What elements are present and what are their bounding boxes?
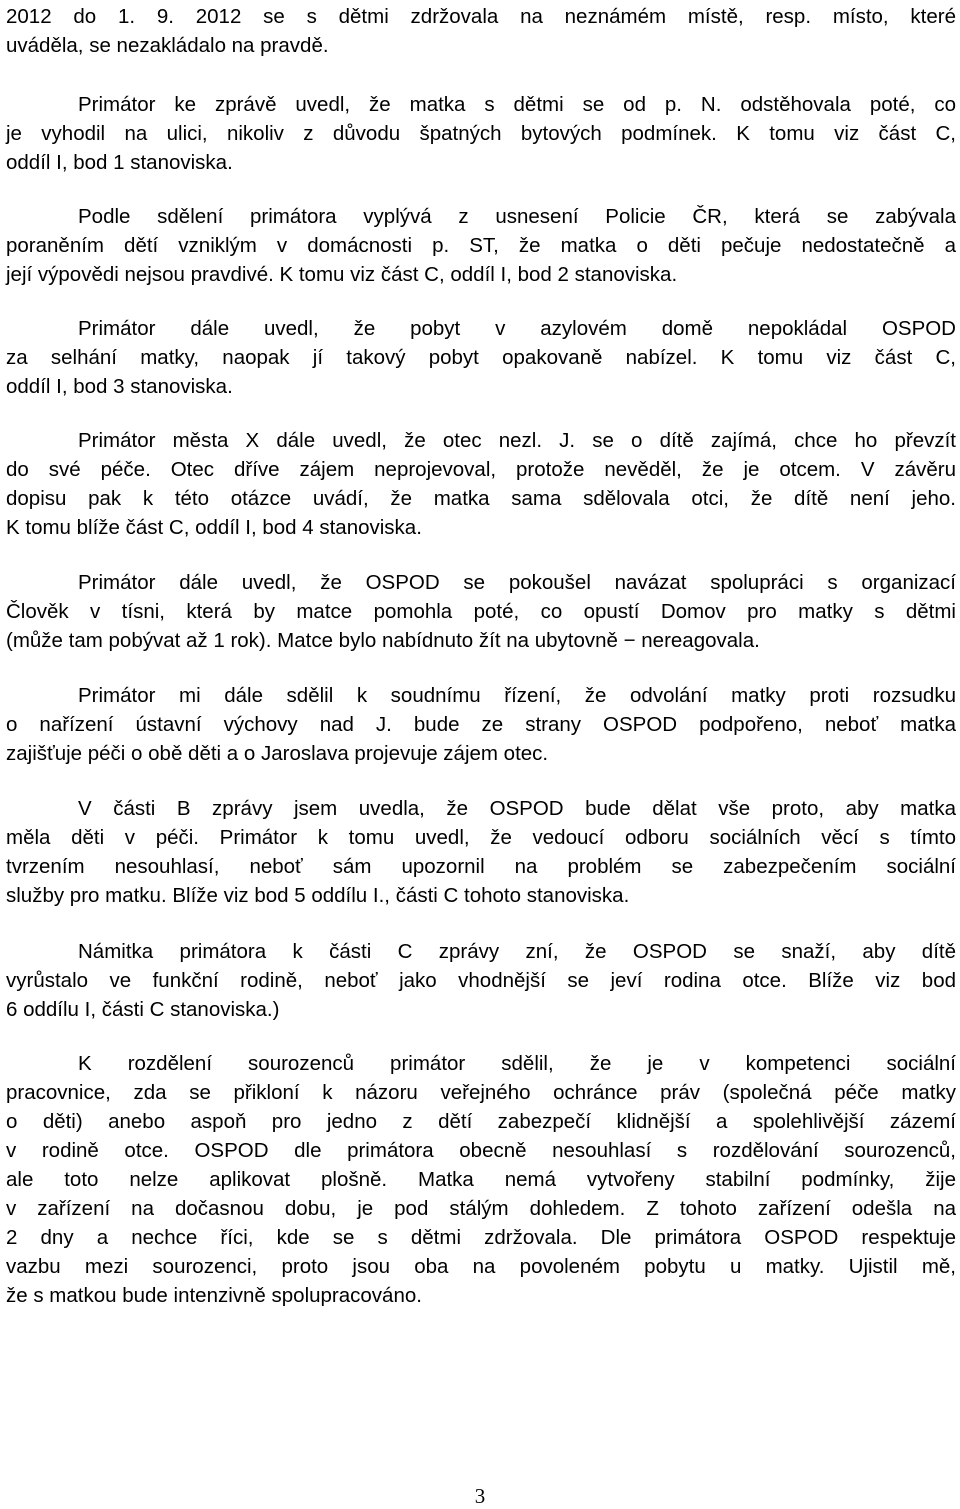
paragraph-line: V části B zprávy jsem uvedla, že OSPOD bude dělat vše proto, aby matka — [78, 797, 956, 820]
paragraph — [6, 426, 956, 542]
paragraph-line: vyrůstalo ve funkční rodině, neboť jako vhodnější se jeví rodina otce. Blíže viz bod — [6, 969, 956, 992]
paragraph-line: služby pro matku. Blíže viz bod 5 oddílu I., části C tohoto stanoviska. — [6, 884, 630, 907]
paragraph-line: že s matkou bude intenzivně spolupracováno. — [6, 1284, 422, 1307]
paragraph-line: o nařízení ústavní výchovy nad J. bude ze strany OSPOD podpořeno, neboť matka — [6, 713, 956, 736]
paragraph-line: je vyhodil na ulici, nikoliv z důvodu špatných bytových podmínek. K tomu viz část C, — [6, 122, 956, 145]
paragraph-line: do své péče. Otec dříve zájem neprojevoval, protože nevěděl, že je otcem. V závěru — [6, 458, 956, 481]
paragraph — [6, 314, 956, 401]
paragraph-line: Primátor města X dále uvedl, že otec nezl. J. se o dítě zajímá, chce ho převzít — [78, 429, 956, 452]
paragraph-line: Primátor dále uvedl, že pobyt v azylovém domě nepokládal OSPOD — [78, 317, 956, 340]
paragraph — [6, 202, 956, 289]
paragraph-line: v rodině otce. OSPOD dle primátora obecně nesouhlasí s rozdělování sourozenců, — [6, 1139, 956, 1162]
paragraph-line: Člověk v tísni, která by matce pomohla poté, co opustí Domov pro matky s dětmi — [6, 600, 956, 623]
paragraph-line: poraněním dětí vzniklým v domácnosti p. ST, že matka o děti pečuje nedostatečně a — [6, 234, 956, 257]
paragraph-line: Námitka primátora k části C zprávy zní, že OSPOD se snaží, aby dítě — [78, 940, 956, 963]
paragraph — [6, 681, 956, 768]
paragraph — [6, 90, 956, 177]
paragraph-line: (může tam pobývat až 1 rok). Matce bylo nabídnuto žít na ubytovně − nereagovala. — [6, 629, 760, 652]
paragraph-line: 2012 do 1. 9. 2012 se s dětmi zdržovala na neznámém místě, resp. místo, které — [6, 5, 956, 28]
page-number: 3 — [474, 1484, 486, 1508]
paragraph-line: uváděla, se nezakládalo na pravdě. — [6, 34, 329, 57]
paragraph-line: zajišťuje péči o obě děti a o Jaroslava projevuje zájem otec. — [6, 742, 549, 765]
paragraph-line: oddíl I, bod 3 stanoviska. — [6, 375, 233, 398]
paragraph — [6, 794, 956, 910]
paragraph — [6, 2, 956, 60]
paragraph-line: její výpovědi nejsou pravdivé. K tomu viz část C, oddíl I, bod 2 stanoviska. — [6, 263, 678, 286]
paragraph-line: vazbu mezi sourozenci, proto jsou oba na povoleném pobytu u matky. Ujistil mě, — [6, 1255, 956, 1278]
paragraph-line: K tomu blíže část C, oddíl I, bod 4 stanoviska. — [6, 516, 422, 539]
paragraph-line: K rozdělení sourozenců primátor sdělil, že je v kompetenci sociální — [78, 1052, 956, 1075]
paragraph-line: 2 dny a nechce říci, kde se s dětmi zdržovala. Dle primátora OSPOD respektuje — [6, 1226, 956, 1249]
paragraph-line: Podle sdělení primátora vyplývá z usnesení Policie ČR, která se zabývala — [78, 205, 956, 228]
paragraph-line: měla děti v péči. Primátor k tomu uvedl, že vedoucí odboru sociálních věcí s tímto — [6, 826, 956, 849]
paragraph-line: Primátor mi dále sdělil k soudnímu řízení, že odvolání matky proti rozsudku — [78, 684, 956, 707]
paragraph-line: v zařízení na dočasnou dobu, je pod stálým dohledem. Z tohoto zařízení odešla na — [6, 1197, 956, 1220]
paragraph-line: pracovnice, zda se přikloní k názoru veřejného ochránce práv (společná péče matky — [6, 1081, 956, 1104]
paragraph-line: ale toto nelze aplikovat plošně. Matka nemá vytvořeny stabilní podmínky, žije — [6, 1168, 956, 1191]
paragraph-line: o děti) anebo aspoň pro jedno z dětí zabezpečí klidnější a spolehlivější zázemí — [6, 1110, 956, 1133]
paragraph-line: dopisu pak k této otázce uvádí, že matka sama sdělovala otci, že dítě není jeho. — [6, 487, 956, 510]
paragraph-line: tvrzením nesouhlasí, neboť sám upozornil na problém se zabezpečením sociální — [6, 855, 956, 878]
paragraph — [6, 937, 956, 1024]
paragraph-line: oddíl I, bod 1 stanoviska. — [6, 151, 233, 174]
paragraph-line: Primátor ke zprávě uvedl, že matka s dětmi se od p. N. odstěhovala poté, co — [78, 93, 956, 116]
paragraph — [6, 1049, 956, 1310]
paragraph-line: Primátor dále uvedl, že OSPOD se pokoušel navázat spolupráci s organizací — [78, 571, 956, 594]
paragraph — [6, 568, 956, 655]
paragraph-line: za selhání matky, naopak jí takový pobyt opakovaně nabízel. K tomu viz část C, — [6, 346, 956, 369]
paragraph-line: 6 oddílu I, části C stanoviska.) — [6, 998, 280, 1021]
